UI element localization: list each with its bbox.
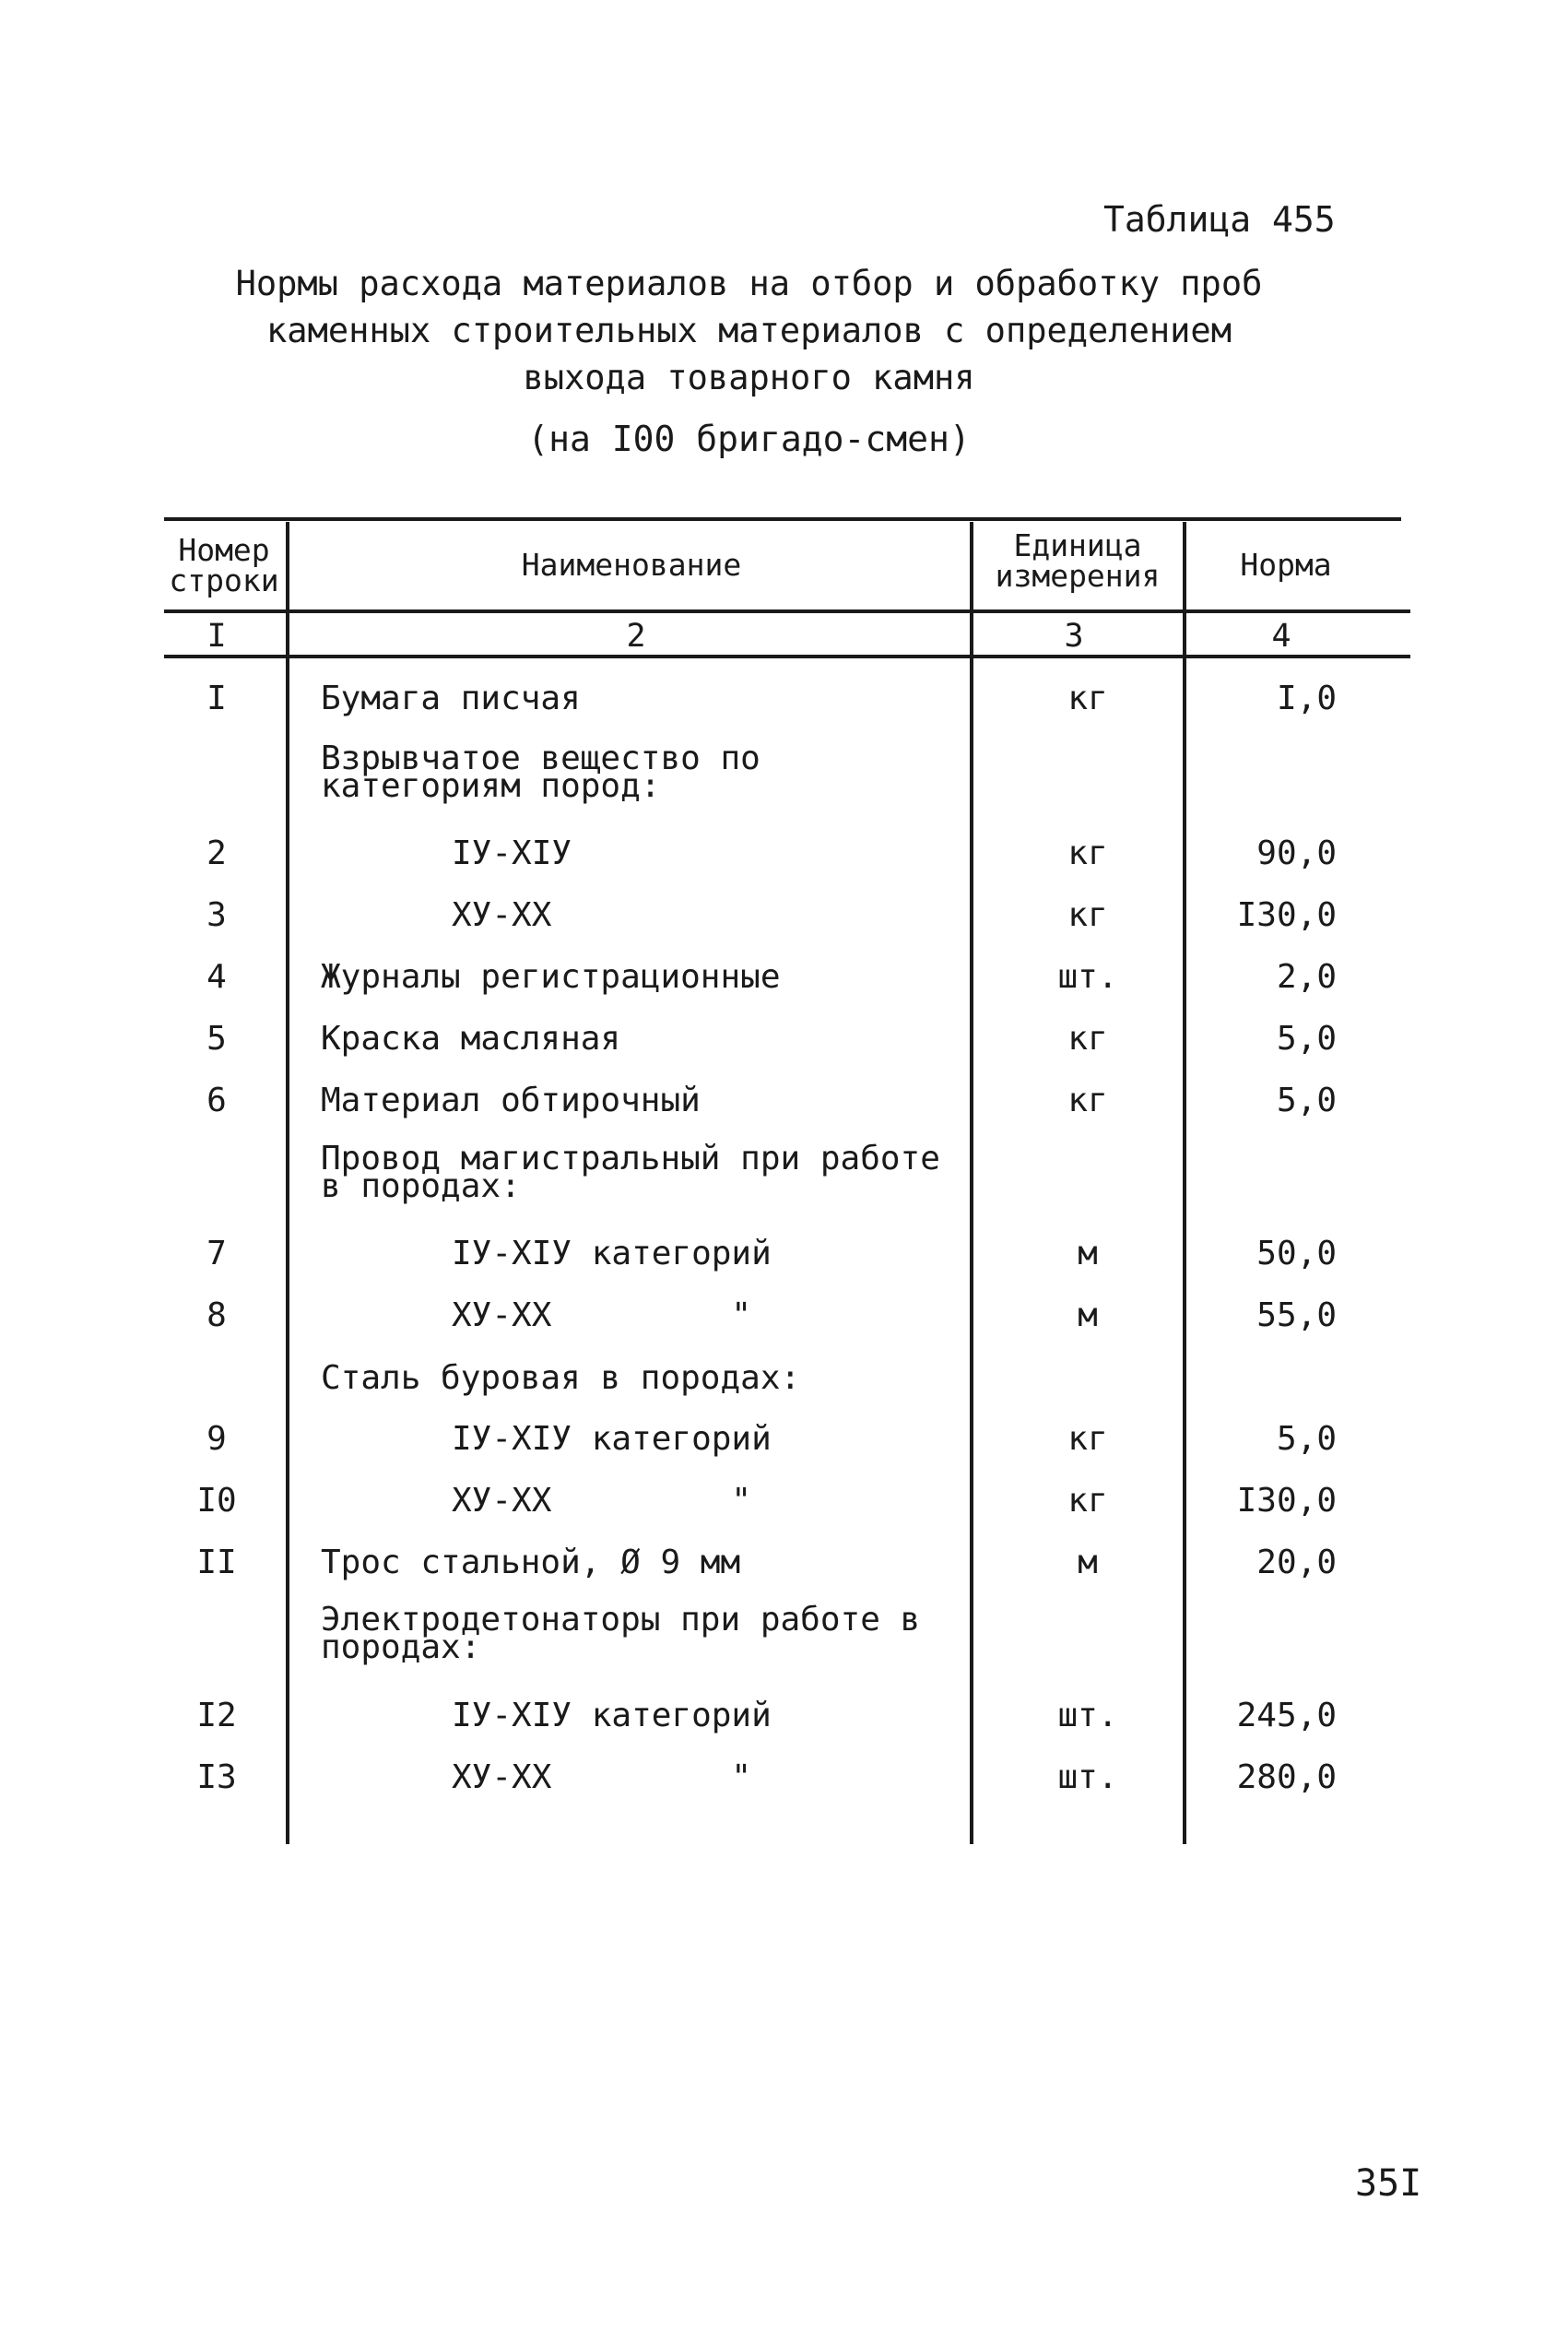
row-number: II	[196, 1544, 237, 1581]
table-title-line-3: выхода товарного камня	[523, 358, 975, 397]
table-label: Таблица 455	[1103, 199, 1336, 240]
page-number: 35I	[1355, 2162, 1422, 2205]
row-norm: 5,0	[1276, 1420, 1337, 1458]
row-unit: кг	[1067, 1482, 1108, 1520]
row-norm: 90,0	[1256, 834, 1337, 872]
row-number: 9	[206, 1420, 227, 1458]
table-subtitle: (на I00 бригадо-смен)	[527, 419, 971, 459]
row-norm: 245,0	[1236, 1697, 1337, 1734]
column-divider-1	[286, 522, 289, 1844]
row-norm: I30,0	[1236, 896, 1337, 934]
header-row-number-line-1: Номер	[178, 532, 270, 568]
row-name: XУ-XX "	[452, 1482, 752, 1520]
row-name: XУ-XX	[452, 896, 552, 934]
column-number-1: I	[206, 618, 227, 655]
column-divider-3	[1183, 522, 1186, 1844]
row-unit: шт.	[1057, 1697, 1118, 1734]
group-heading: Провод магистральный при работе в породах:	[321, 1140, 940, 1205]
row-norm: 5,0	[1276, 1082, 1337, 1119]
header-unit-line-1: Единица	[1013, 527, 1142, 563]
row-norm: I30,0	[1236, 1482, 1337, 1520]
row-unit: кг	[1067, 834, 1108, 872]
column-number-3: 3	[1064, 618, 1084, 655]
row-name: IУ-XIУ категорий	[452, 1235, 772, 1272]
row-name: IУ-XIУ	[452, 834, 572, 872]
header-row-number-line-2: строки	[169, 562, 279, 598]
row-norm: 50,0	[1256, 1235, 1337, 1272]
header-unit	[975, 527, 1180, 594]
row-unit: кг	[1067, 896, 1108, 934]
row-name: IУ-XIУ категорий	[452, 1697, 772, 1734]
row-number: 4	[206, 958, 227, 996]
column-number-4: 4	[1271, 618, 1291, 655]
group-heading: Взрывчатое вещество по категориям пород:	[321, 740, 760, 805]
row-number: 6	[206, 1082, 227, 1119]
row-number: 5	[206, 1020, 227, 1058]
table-top-rule	[164, 517, 1401, 521]
header-row-number	[164, 532, 284, 598]
group-heading: Сталь буровая в породах:	[321, 1359, 801, 1397]
row-unit: кг	[1067, 1420, 1108, 1458]
row-name: XУ-XX "	[452, 1296, 752, 1334]
header-bottom-rule	[164, 609, 1410, 613]
row-name: Материал обтирочный	[321, 1082, 701, 1119]
row-number: I	[206, 680, 227, 717]
row-number: 8	[206, 1296, 227, 1334]
row-name: Краска масляная	[321, 1020, 621, 1058]
row-norm: 280,0	[1236, 1758, 1337, 1796]
row-number: 7	[206, 1235, 227, 1272]
row-unit: м	[1078, 1544, 1098, 1581]
row-name: IУ-XIУ категорий	[452, 1420, 772, 1458]
row-norm: 55,0	[1256, 1296, 1337, 1334]
column-numbers-bottom-rule	[164, 655, 1410, 658]
row-unit: кг	[1067, 680, 1108, 717]
header-norm: Норма	[1240, 547, 1332, 583]
row-number: I2	[196, 1697, 237, 1734]
row-unit: кг	[1067, 1020, 1108, 1058]
row-norm: 5,0	[1276, 1020, 1337, 1058]
row-unit: кг	[1067, 1082, 1108, 1119]
row-name: Трос стальной, Ø 9 мм	[321, 1544, 741, 1581]
column-divider-2	[970, 522, 973, 1844]
row-number: I3	[196, 1758, 237, 1796]
row-name: Бумага писчая	[321, 680, 581, 717]
row-unit: м	[1078, 1235, 1098, 1272]
row-number: 3	[206, 896, 227, 934]
row-unit: м	[1078, 1296, 1098, 1334]
row-norm: 20,0	[1256, 1544, 1337, 1581]
row-name: Журналы регистрационные	[321, 958, 781, 996]
column-number-2: 2	[626, 618, 646, 655]
row-norm: I,0	[1276, 680, 1337, 717]
row-unit: шт.	[1057, 958, 1118, 996]
table-title-line-2: каменных строительных материалов с определением	[266, 311, 1232, 350]
table-title-line-1: Нормы расхода материалов на отбор и обработку проб	[235, 264, 1263, 303]
group-heading: Электродетонаторы при работе в породах:	[321, 1601, 921, 1666]
row-unit: шт.	[1057, 1758, 1118, 1796]
row-number: I0	[196, 1482, 237, 1520]
row-norm: 2,0	[1276, 958, 1337, 996]
header-unit-line-2: измерения	[995, 558, 1161, 594]
row-number: 2	[206, 834, 227, 872]
header-name: Наименование	[521, 547, 742, 583]
row-name: XУ-XX "	[452, 1758, 752, 1796]
